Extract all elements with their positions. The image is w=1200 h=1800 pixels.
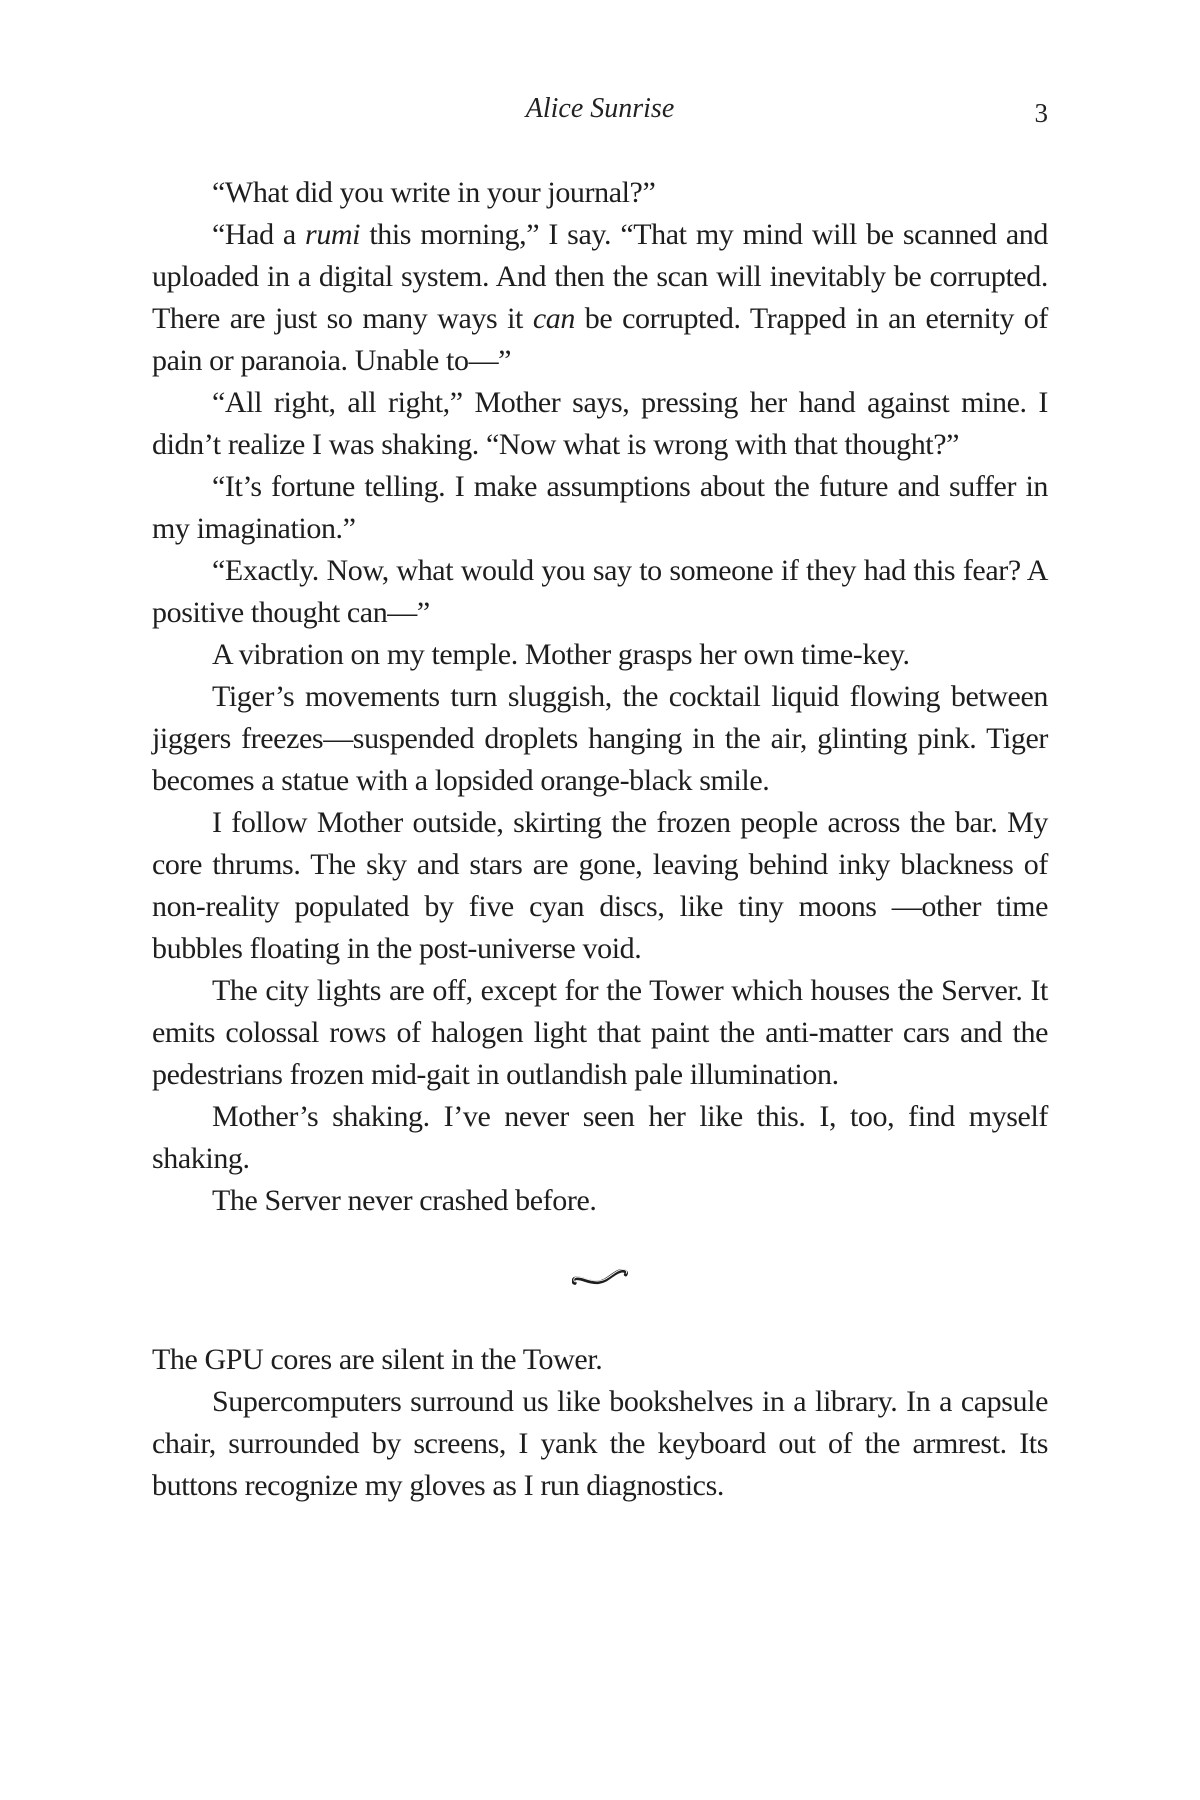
paragraph: A vibration on my temple. Mother grasps her own time-key. bbox=[212, 638, 910, 671]
page-number: 3 bbox=[1034, 98, 1048, 128]
paragraph: The Server never crashed before. bbox=[212, 1184, 597, 1217]
paragraph: The city lights are off, except for the Tower which houses the Server. It emits colossal rows of halogen light that paint the anti-matter cars and the pedestrians frozen mid-gait in outlandish pale illumination. bbox=[152, 974, 1048, 1091]
paragraph: “What did you write in your journal?” bbox=[212, 176, 656, 209]
paragraph: I follow Mother outside, skirting the frozen people across the bar. My core thrums. The sky and stars are gone, leaving behind inky blackness of non-reality populated by five cyan discs, like tiny moons —other time bubbles floating in the post-universe void. bbox=[152, 806, 1048, 965]
paragraph: The GPU cores are silent in the Tower. bbox=[152, 1343, 603, 1376]
paragraph: “It’s fortune telling. I make assumptions about the future and suffer in my imagination.” bbox=[152, 470, 1048, 545]
paragraph: “Exactly. Now, what would you say to someone if they had this fear? A positive thought can—” bbox=[152, 554, 1048, 629]
paragraph: “All right, all right,” Mother says, pressing her hand against mine. I didn’t realize I was shaking. “Now what is wrong with that thought?” bbox=[152, 386, 1048, 461]
paragraph: Supercomputers surround us like bookshelves in a library. In a capsule chair, surrounded by screens, I yank the keyboard out of the armrest. Its buttons recognize my gloves as I run diagnostics. bbox=[152, 1385, 1048, 1502]
paragraph: Tiger’s movements turn sluggish, the cocktail liquid flowing between jiggers freezes—suspended droplets hanging in the air, glinting pink. Tiger becomes a statue with a lopsided orange-black smile. bbox=[152, 680, 1048, 797]
swash-tilde-icon bbox=[572, 1266, 629, 1287]
running-header-title: Alice Sunrise bbox=[525, 93, 675, 124]
running-header bbox=[152, 0, 1048, 132]
swash-tilde-ornament bbox=[152, 1266, 1048, 1287]
paragraph: “Had a rumi this morning,” I say. “That my mind will be scanned and uploaded in a digital system. And then the scan will inevitably be corrupted. There are just so many ways it can be corrupted. Trapped in an eternity of pain or paranoia. Unable to—” bbox=[152, 218, 1049, 377]
text-block bbox=[152, 0, 1048, 1507]
page-body bbox=[152, 172, 1048, 1507]
paragraph: Mother’s shaking. I’ve never seen her like this. I, too, find myself shaking. bbox=[152, 1100, 1048, 1175]
